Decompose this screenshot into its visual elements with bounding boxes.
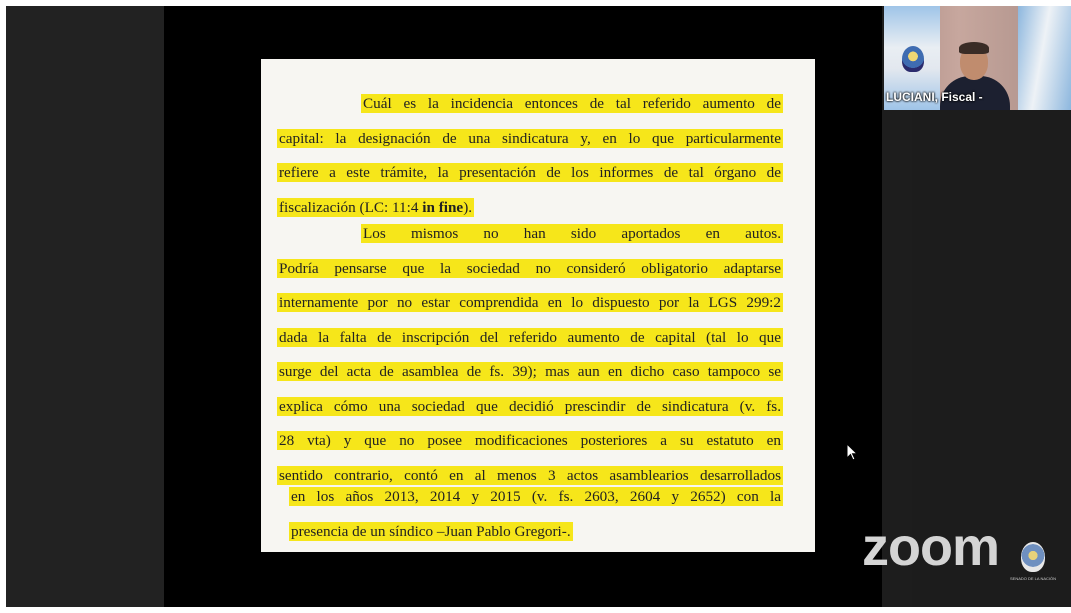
text-line: dada la falta de inscripción del referido aumento de capital (tal lo que xyxy=(279,328,781,346)
text-line: refiere a este trámite, la presentación de los informes de tal órgano de xyxy=(279,164,781,181)
text-line: Podría pensarse que la sociedad no consideró obligatorio adaptarse xyxy=(279,259,781,277)
mouse-pointer-icon xyxy=(846,443,860,463)
flag-emblem-icon xyxy=(902,46,924,72)
emphasis-text: in fine xyxy=(422,198,464,216)
zoom-logo: zoom xyxy=(862,517,999,577)
text-line: Cuál es la incidencia entonces de tal referido aumento de xyxy=(363,95,781,112)
argentina-crest-icon xyxy=(1021,542,1045,572)
paragraph-2 xyxy=(277,219,783,495)
text-line: capital: la designación de una sindicatura y, en lo que particularmente xyxy=(279,129,781,147)
text-line: explica cómo una sociedad que decidió prescindir de sindicatura (v. fs. xyxy=(279,397,781,415)
text-line: presencia de un síndico –Juan Pablo Gregori-. xyxy=(291,522,571,540)
text-line: en los años 2013, 2014 y 2015 (v. fs. 2603, 2604 y 2652) con la xyxy=(291,488,781,505)
participant-hair xyxy=(959,42,989,54)
participant-video-tile[interactable] xyxy=(884,6,1071,110)
paragraph-1 xyxy=(277,89,783,222)
paragraph-3 xyxy=(289,482,783,546)
flag-right xyxy=(1018,6,1071,110)
crest-caption: SENADO DE LA NACIÓN xyxy=(1009,576,1056,581)
left-margin xyxy=(6,6,164,607)
text-line: fiscalización (LC: 11:4 in fine). xyxy=(279,198,473,216)
participant-name: LUCIANI, Fiscal - xyxy=(886,90,983,104)
text-line: Los mismos no han sido aportados en autos. xyxy=(363,225,781,242)
text-line: sentido contrario, contó en al menos 3 actos asamblearios desarrollados xyxy=(279,466,781,484)
shared-slide xyxy=(261,59,815,552)
text-line: internamente por no estar comprendida en lo dispuesto por la LGS 299:2 xyxy=(279,294,781,311)
text-line: surge del acta de asamblea de fs. 39); mas aun en dicho caso tampoco se xyxy=(279,363,781,380)
text-line: 28 vta) y que no posee modificaciones posteriores a su estatuto en xyxy=(279,432,781,449)
